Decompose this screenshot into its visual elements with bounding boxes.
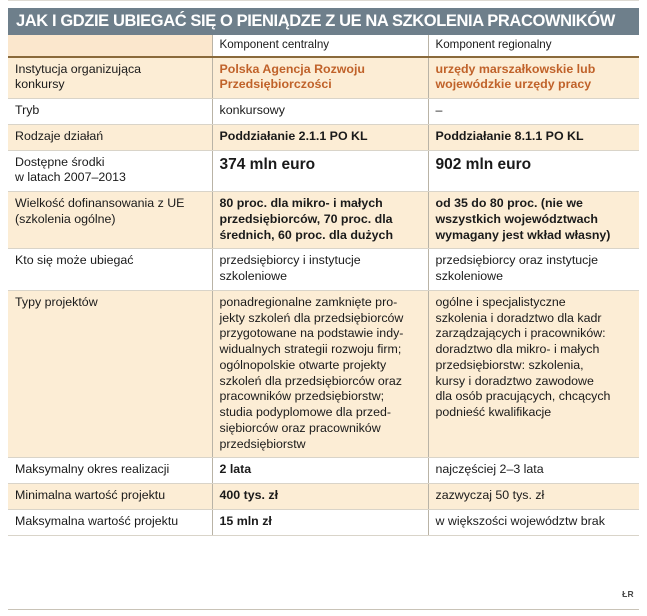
row-label [8,150,212,192]
cell-line: przedsiębiorców, 70 proc. dla [219,211,393,226]
cell-line: przedsiębiorcy i instytucje [219,253,361,268]
cell-line: ponadregionalne zamknięte pro- [219,294,398,309]
cell-line: wojewódzkie urzędy pracy [435,77,592,92]
row-label: Maksymalna wartość projektu [8,509,212,535]
table-row [8,249,639,291]
cell-line: 374 mln euro [219,155,316,173]
cell-regional [428,57,639,99]
cell-line: studia podyplomowe dla przed- [219,405,392,420]
cell-line: Poddziałanie 8.1.1 PO KL [435,128,584,143]
row-label: Tryb [8,99,212,125]
cell-central [212,124,428,150]
cell-line: ogólne i specjalistyczne [435,294,566,309]
cell-line: doradztwo dla mikro- i małych [435,342,600,357]
cell-central [212,458,428,484]
column-header-label [8,35,212,57]
row-label [8,57,212,99]
cell-line: od 35 do 80 proc. (nie we [435,196,583,211]
column-header-regional: Komponent regionalny [428,35,639,57]
cell-line: szkoleń dla przedsiębiorców oraz [219,373,403,388]
cell-line: Poddziałanie 2.1.1 PO KL [219,128,368,143]
cell-line: urzędy marszałkowskie lub [435,61,596,76]
cell-line: – [435,103,443,118]
cell-line: najczęściej 2–3 lata [435,462,544,477]
cell-line: 400 tys. zł [219,488,279,503]
cell-central [212,290,428,458]
table-row [8,99,639,125]
cell-regional [428,484,639,510]
author-signature: ŁR [622,589,634,599]
cell-line: widualnych strategii rozwoju firm; [219,342,402,357]
cell-central [212,150,428,192]
cell-line: kursy i doradztwo zawodowe [435,373,594,388]
cell-regional [428,124,639,150]
cell-line: siębiorców oraz pracowników [219,420,381,435]
cell-line: szkolenia i doradztwo dla kadr [435,310,602,325]
cell-line: szkoleniowe [219,269,287,284]
cell-line: 15 mln zł [219,513,272,528]
table-row [8,290,639,458]
bottom-divider [8,609,639,610]
cell-line: pracowników przedsiębiorstw; [219,389,385,404]
table-row [8,458,639,484]
cell-line: 80 proc. dla mikro- i małych [219,196,383,211]
cell-line: wszystkich województwach [435,211,598,226]
cell-line: Przedsiębiorczości [219,77,332,92]
row-label: Typy projektów [8,290,212,458]
table-header-row [8,35,639,57]
cell-line: wymagany jest wkład własny) [435,227,611,242]
top-divider [8,0,639,1]
cell-regional [428,290,639,458]
cell-central [212,192,428,249]
row-label-line: Dostępne środki [15,154,105,169]
table-row [8,192,639,249]
cell-line: Polska Agencja Rozwoju [219,61,366,76]
row-label-line: Instytucja organizująca [15,61,142,76]
cell-central [212,99,428,125]
cell-line: 2 lata [219,462,252,477]
row-label: Maksymalny okres realizacji [8,458,212,484]
cell-line: dla osób pracujących, chcących [435,389,611,404]
data-table [8,35,639,536]
table-row [8,484,639,510]
cell-central [212,509,428,535]
cell-line: konkursowy [219,103,285,118]
cell-line: zarządzających i pracowników: [435,326,606,341]
table-row [8,509,639,535]
row-label: Minimalna wartość projektu [8,484,212,510]
cell-line: szkoleniowe [435,269,503,284]
row-label: Kto się może ubiegać [8,249,212,291]
table-row [8,57,639,99]
cell-regional [428,192,639,249]
row-label: Rodzaje działań [8,124,212,150]
cell-central [212,249,428,291]
cell-line: przedsiębiorstw: szkolenia, [435,357,584,372]
cell-regional [428,509,639,535]
cell-regional [428,99,639,125]
row-label-line: konkursy [15,77,65,92]
table-row [8,124,639,150]
row-label-line: w latach 2007–2013 [15,170,126,185]
cell-line: przedsiębiorcy oraz instytucje [435,253,599,268]
row-label-line: Wielkość dofinansowania z UE [15,196,185,211]
cell-central [212,57,428,99]
page-title: JAK I GDZIE UBIEGAĆ SIĘ O PIENIĄDZE Z UE NA SZKOLENIA PRACOWNIKÓW [16,12,615,31]
cell-line: zazwyczaj 50 tys. zł [435,488,545,503]
cell-line: średnich, 60 proc. dla dużych [219,227,394,242]
column-header-central: Komponent centralny [212,35,428,57]
cell-line: przygotowane na podstawie indy- [219,326,404,341]
cell-central [212,484,428,510]
cell-line: jekty szkoleń dla przedsiębiorców [219,310,404,325]
cell-line: 902 mln euro [435,155,532,173]
title-band [8,8,639,35]
cell-line: ogólnopolskie otwarte projekty [219,357,387,372]
cell-line: w większości województw brak [435,513,605,528]
row-label [8,192,212,249]
cell-line: podnieść kwalifikacje [435,405,552,420]
table-row [8,150,639,192]
cell-regional [428,249,639,291]
row-label-line: (szkolenia ogólne) [15,211,116,226]
cell-regional [428,150,639,192]
cell-regional [428,458,639,484]
cell-line: przedsiębiorstw [219,436,306,451]
